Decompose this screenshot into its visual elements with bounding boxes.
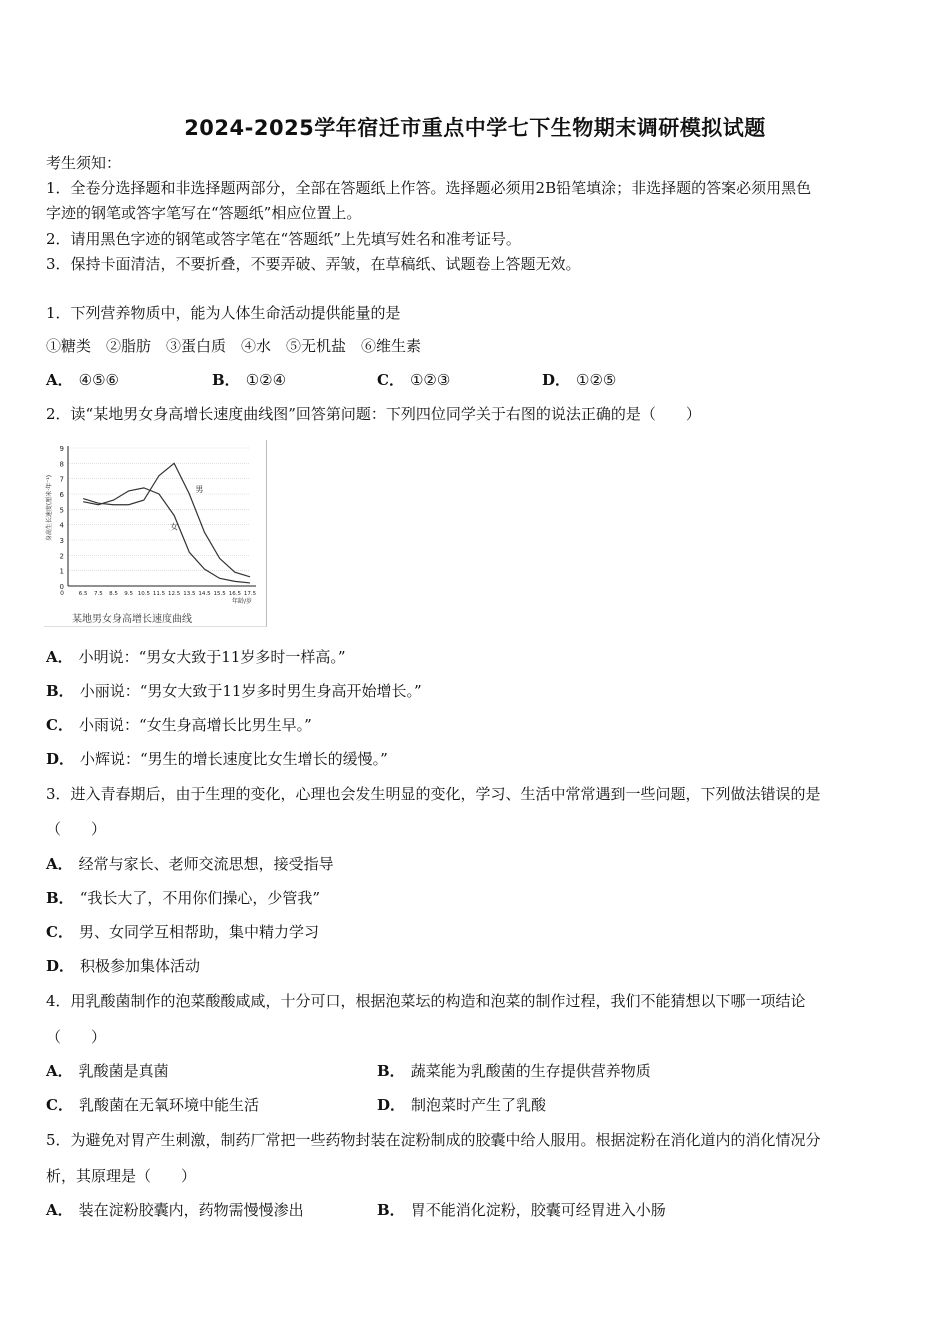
- q2-option-b[interactable]: B． 小丽说：“男女大致于11岁多时男生身高开始增长。”: [46, 682, 422, 700]
- q1-option-d[interactable]: D． ①②⑤: [542, 371, 617, 389]
- q1-option-a[interactable]: A． ④⑤⑥: [46, 371, 119, 389]
- q5-option-a[interactable]: A． 装在淀粉胶囊内，药物需慢慢渗出: [46, 1201, 304, 1219]
- x-tick-label: 9.5: [124, 591, 134, 597]
- y-tick-label: 8: [59, 460, 64, 469]
- q4-option-b[interactable]: B． 蔬菜能为乳酸菌的生存提供营养物质: [377, 1062, 651, 1080]
- q3-option-c[interactable]: C． 男、女同学互相帮助，集中精力学习: [46, 923, 319, 941]
- q5-stem: 5．为避免对胃产生刺激，制药厂常把一些药物封装在淀粉制成的胶囊中给人服用。根据淀粉在消化道内的消化情况分: [46, 1131, 821, 1149]
- notice-item: 3．保持卡面清洁，不要折叠，不要弄破、弄皱，在草稿纸、试题卷上答题无效。: [46, 255, 581, 273]
- x-tick-label: 11.5: [152, 591, 166, 597]
- x-tick-label: 6.5: [78, 591, 88, 597]
- series-label: 男: [195, 485, 204, 494]
- x-tick-label: 12.5: [168, 591, 181, 597]
- q4-option-a[interactable]: A． 乳酸菌是真菌: [46, 1062, 169, 1080]
- q3-option-b[interactable]: B． “我长大了，不用你们操心，少管我”: [46, 889, 321, 907]
- q1-stem: 1．下列营养物质中，能为人体生命活动提供能量的是: [46, 304, 401, 322]
- q2-option-d[interactable]: D． 小辉说：“男生的增长速度比女生增长的缓慢。”: [46, 750, 388, 768]
- x-tick-label: 16.5: [228, 591, 241, 597]
- y-tick-label: 6: [59, 491, 64, 499]
- y-tick-label: 7: [59, 475, 64, 484]
- q5-stem-cont: 析，其原理是（ ）: [46, 1167, 197, 1185]
- q4-stem: 4．用乳酸菌制作的泡菜酸酸咸咸，十分可口，根据泡菜坛的构造和泡菜的制作过程，我们不能猜想以下哪一项结论: [46, 992, 806, 1010]
- y-tick-label: 3: [59, 537, 64, 545]
- q1-option-c[interactable]: C． ①②③: [377, 371, 451, 389]
- page-title: 2024-2025学年宿迁市重点中学七下生物期末调研模拟试题: [184, 116, 766, 140]
- x-tick-label: 7.5: [93, 591, 103, 597]
- q2-option-c[interactable]: C． 小雨说：“女生身高增长比男生早。”: [46, 716, 312, 734]
- y-axis-label: 身高生长速度(厘米·年⁻¹): [46, 474, 53, 542]
- x-axis-label: 年龄/岁: [231, 598, 252, 605]
- series-line-male: [83, 463, 250, 576]
- q3-option-a[interactable]: A． 经常与家长、老师交流思想，接受指导: [46, 855, 334, 873]
- q4-option-d[interactable]: D． 制泡菜时产生了乳酸: [377, 1096, 547, 1114]
- y-tick-label: 2: [59, 552, 64, 561]
- q3-option-d[interactable]: D． 积极参加集体活动: [46, 957, 201, 975]
- q2-stem: 2．读“某地男女身高增长速度曲线图”回答第问题：下列四位同学关于右图的说法正确的是（ ）: [46, 405, 701, 423]
- q3-stem: 3．进入青春期后，由于生理的变化，心理也会发生明显的变化，学习、生活中常常遇到一些问题，下列做法错误的是: [46, 785, 821, 803]
- q1-option-b[interactable]: B． ①②④: [212, 371, 287, 389]
- y-tick-label: 1: [59, 567, 64, 576]
- y-tick-label: 9: [59, 445, 64, 453]
- q4-option-c[interactable]: C． 乳酸菌在无氧环境中能生活: [46, 1096, 259, 1114]
- notice-item: 1．全卷分选择题和非选择题两部分，全部在答题纸上作答。选择题必须用2B铅笔填涂；非选择题的答案必须用黑色: [46, 179, 812, 197]
- y-tick-label: 5: [59, 506, 64, 515]
- notice-item: 2．请用黑色字迹的钢笔或答字笔在“答题纸”上先填写姓名和准考证号。: [46, 230, 521, 248]
- x-tick-label: 14.5: [198, 591, 211, 597]
- x-tick-label: 17.5: [243, 591, 257, 597]
- x-tick-label: 10.5: [137, 591, 150, 597]
- series-label: 女: [170, 522, 179, 532]
- x-tick-label: 8.5: [109, 591, 118, 597]
- y-tick-label: 0: [59, 583, 64, 591]
- q3-stem-cont: （ ）: [46, 820, 107, 838]
- growth-chart: [44, 440, 267, 627]
- notice-heading: 考生须知：: [46, 154, 122, 172]
- q2-option-a[interactable]: A． 小明说：“男女大致于11岁多时一样高。”: [46, 648, 346, 666]
- series-line-female: [83, 488, 250, 583]
- q1-list: ①糖类 ②脂肪 ③蛋白质 ④水 ⑤无机盐 ⑥维生素: [46, 337, 422, 355]
- x-tick-label: 15.5: [213, 591, 226, 597]
- x-origin-label: 0: [60, 590, 64, 597]
- notice-item: 字迹的钢笔或答字笔写在“答题纸”相应位置上。: [46, 204, 362, 222]
- chart-title: 某地男女身高增长速度曲线: [72, 614, 192, 625]
- q4-stem-cont: （ ）: [46, 1028, 107, 1046]
- q5-option-b[interactable]: B． 胃不能消化淀粉，胶囊可经胃进入小肠: [377, 1201, 666, 1219]
- y-tick-label: 4: [59, 521, 64, 530]
- x-tick-label: 13.5: [183, 591, 196, 597]
